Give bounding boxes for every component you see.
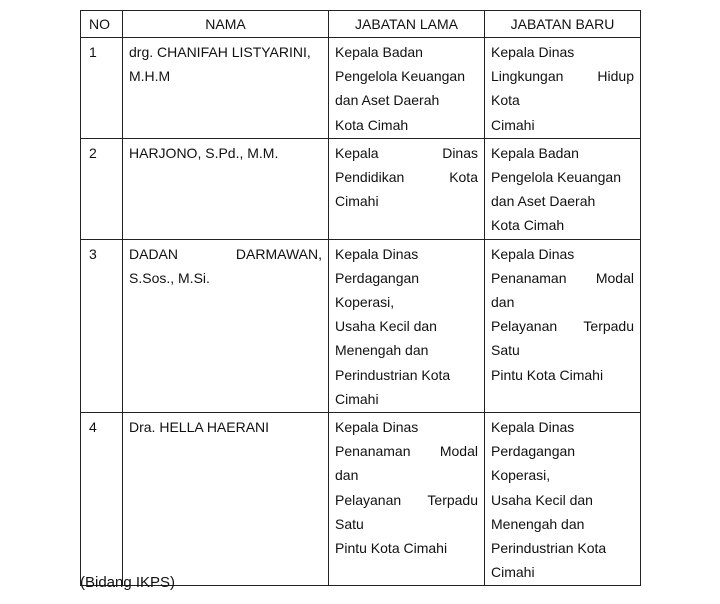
cell-jabatan-baru [485, 138, 641, 239]
jabatan-line: Kepala Dinas [335, 144, 478, 161]
jabatan-line: Pendidikan Kota [335, 169, 478, 186]
jabatan-line: Lingkungan Hidup [491, 68, 634, 85]
nama-line: Dra. HELLA HAERANI [129, 419, 270, 436]
jabatan-line: Pintu Kota Cimahi [335, 540, 448, 557]
jabatan-line: Kota [491, 92, 520, 109]
cell-nama [123, 38, 329, 139]
jabatan-line: Kepala Dinas [491, 44, 575, 60]
jabatan-line: Cimahi [491, 564, 535, 581]
row-number: 3 [81, 239, 123, 412]
jabatan-line: Cimahi [491, 116, 535, 133]
table-row [81, 138, 641, 239]
jabatan-line: Kepala Badan [491, 144, 579, 161]
jabatan-line: Kota Cimah [335, 116, 409, 133]
jabatan-line: Perindustrian Kota [335, 366, 451, 383]
jabatan-line: dan [491, 294, 515, 311]
table-row [81, 413, 641, 586]
nama-line: M.H.M [129, 68, 171, 85]
cell-nama [123, 413, 329, 586]
jabatan-line: Pelayanan Terpadu [491, 318, 634, 335]
table-row [81, 239, 641, 412]
cell-jabatan-lama [329, 138, 485, 239]
jabatan-line: Koperasi, [335, 294, 395, 311]
cell-jabatan-lama [329, 38, 485, 139]
jabatan-line: Pelayanan Terpadu [335, 491, 478, 508]
header-jabatan-baru: JABATAN BARU [485, 11, 641, 38]
cell-jabatan-lama [329, 413, 485, 586]
cell-jabatan-baru [485, 239, 641, 412]
table-header [81, 11, 641, 38]
nama-line: HARJONO, S.Pd., M.M. [129, 144, 279, 161]
jabatan-line: Perindustrian Kota [491, 540, 607, 557]
jabatan-line: Kepala Dinas [335, 245, 419, 262]
jabatan-line: dan [335, 467, 359, 484]
jabatan-line: Kota Cimah [491, 217, 565, 234]
nama-line: DADAN DARMAWAN, [129, 245, 322, 262]
jabatan-line: dan Aset Daerah [335, 92, 440, 109]
row-number: 1 [81, 38, 123, 139]
cell-nama [123, 239, 329, 412]
jabatan-line: dan Aset Daerah [491, 193, 596, 210]
jabatan-line: Usaha Kecil dan [335, 318, 437, 335]
row-number: 2 [81, 138, 123, 239]
header-jabatan-lama: JABATAN LAMA [329, 11, 485, 38]
jabatan-line: Satu [335, 515, 364, 532]
jabatan-line: Penanaman Modal [491, 269, 634, 286]
jabatan-line: Perdagangan [491, 443, 576, 460]
footnote: (Bidang IKPS) [80, 574, 176, 591]
cell-jabatan-baru [485, 38, 641, 139]
table-body [81, 38, 641, 586]
nama-line: drg. CHANIFAH LISTYARINI, [129, 44, 311, 60]
jabatan-line: Satu [491, 342, 520, 359]
row-number: 4 [81, 413, 123, 586]
jabatan-line: Kepala Dinas [491, 245, 575, 262]
jabatan-line: Menengah dan [491, 515, 585, 532]
officials-rotation-table [80, 10, 641, 586]
jabatan-line: Pintu Kota Cimahi [491, 366, 604, 383]
jabatan-line: Pengelola Keuangan [335, 68, 466, 85]
jabatan-line: Kepala Dinas [335, 419, 419, 436]
jabatan-line: Menengah dan [335, 342, 429, 359]
jabatan-line: Usaha Kecil dan [491, 491, 593, 508]
jabatan-line: Kepala Badan [335, 44, 423, 60]
cell-nama [123, 138, 329, 239]
header-no: NO [81, 11, 123, 38]
jabatan-line: Cimahi [335, 390, 379, 407]
jabatan-line: Perdagangan [335, 269, 420, 286]
jabatan-line: Kepala Dinas [491, 419, 575, 436]
header-nama: NAMA [123, 11, 329, 38]
jabatan-line: Koperasi, [491, 467, 551, 484]
cell-jabatan-baru [485, 413, 641, 586]
jabatan-line: Pengelola Keuangan [491, 169, 622, 186]
table-row [81, 38, 641, 139]
jabatan-line: Penanaman Modal [335, 443, 478, 460]
jabatan-line: Cimahi [335, 193, 379, 210]
header-row [81, 11, 641, 38]
cell-jabatan-lama [329, 239, 485, 412]
nama-line: S.Sos., M.Si. [129, 269, 210, 286]
